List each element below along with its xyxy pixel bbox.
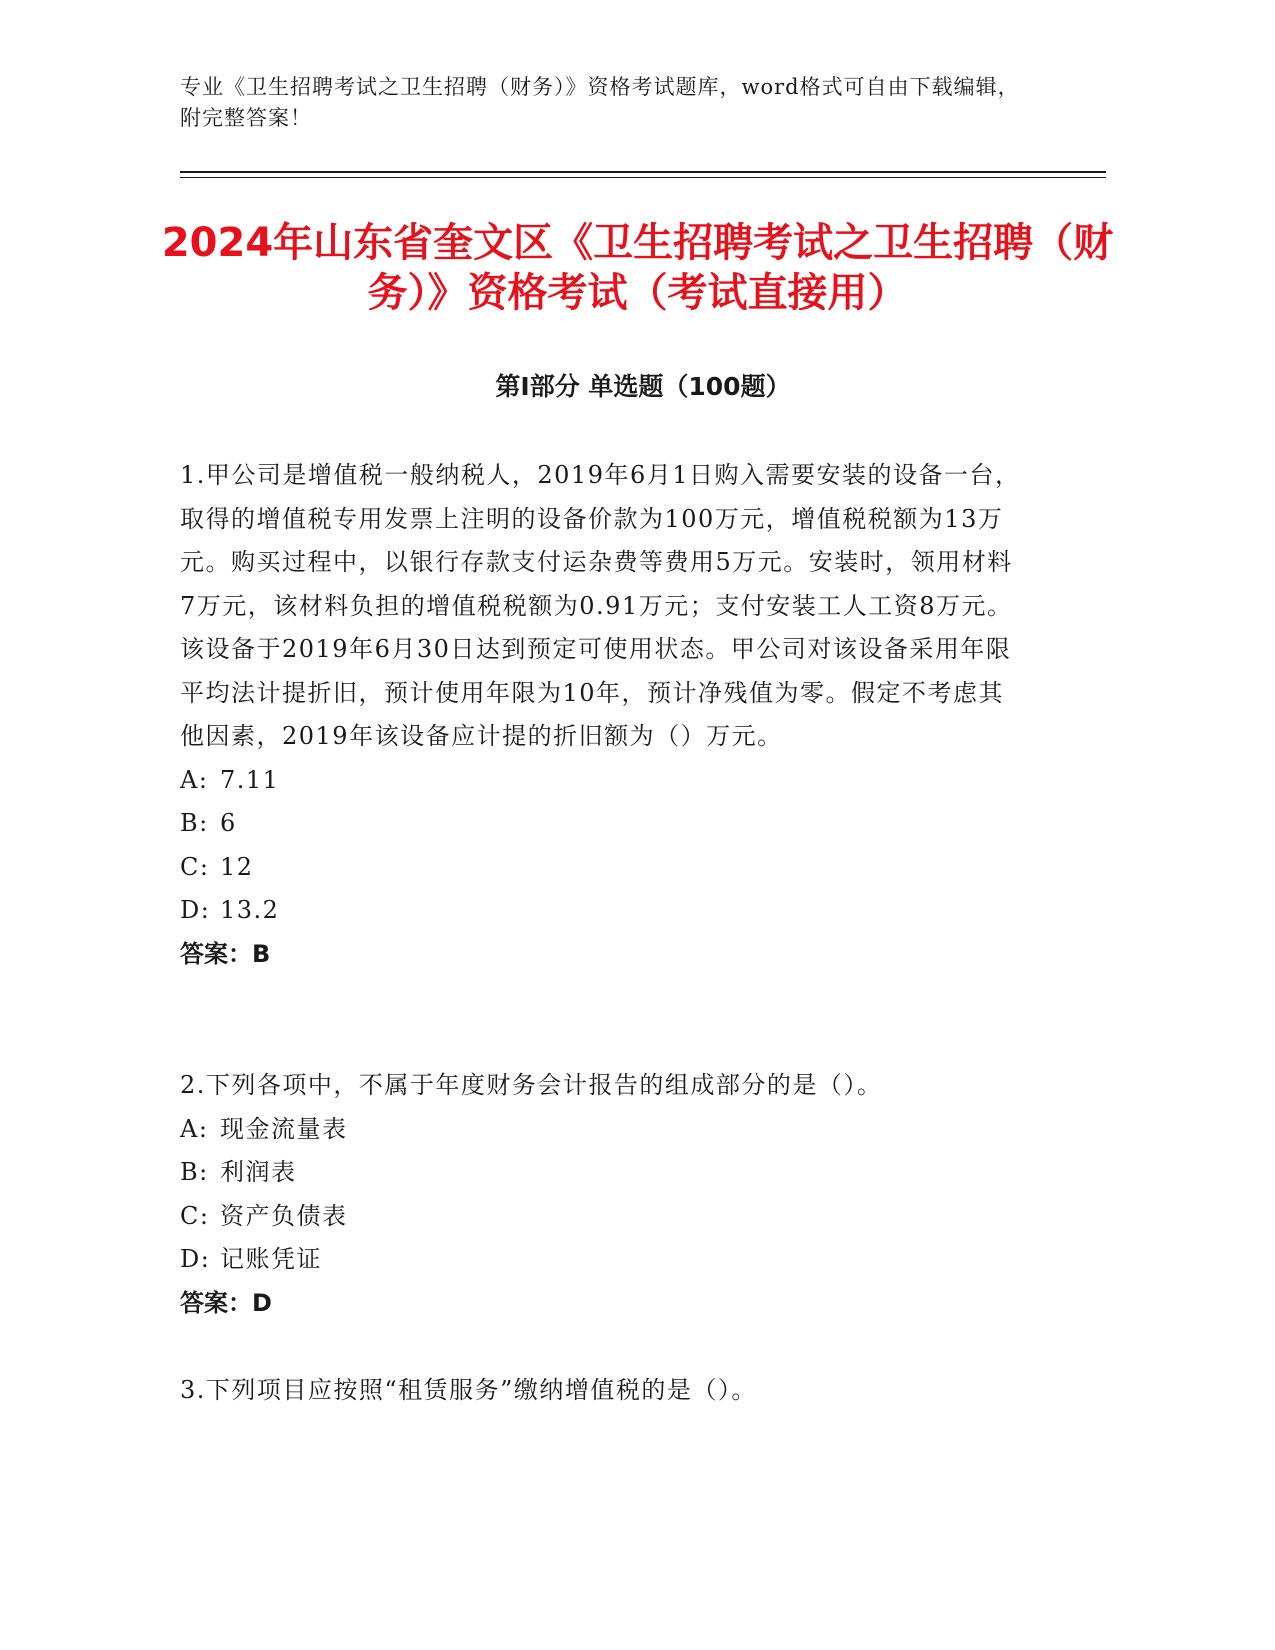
option-text: 6	[220, 809, 237, 837]
question-stem: 2.下列各项中，不属于年度财务会计报告的组成部分的是（）。	[180, 1071, 883, 1099]
option-c	[180, 846, 1025, 890]
option-text: 7.11	[220, 765, 280, 794]
header-note: 专业《卫生招聘考试之卫生招聘（财务）》资格考试题库，word格式可自由下载编辑，附完整答案！	[180, 75, 1020, 130]
option-text: 现金流量表	[220, 1114, 348, 1143]
header-rule-thick	[180, 171, 1106, 173]
option-key: B:	[180, 1158, 209, 1186]
answer-line	[180, 1282, 1025, 1326]
answer-value: D	[252, 1288, 272, 1317]
question-stem: 3.下列项目应按照“租赁服务”缴纳增值税的是（）。	[180, 1376, 757, 1404]
option-a	[180, 1108, 1025, 1152]
question-1	[180, 454, 1025, 976]
option-d	[180, 1238, 1025, 1282]
option-text: 13.2	[220, 896, 280, 924]
answer-prefix: 答案：	[180, 939, 252, 968]
header-rule-thin	[180, 177, 1106, 178]
answer-line	[180, 933, 1025, 977]
option-text: 利润表	[220, 1158, 297, 1186]
option-d	[180, 889, 1025, 933]
option-key: A:	[180, 765, 209, 794]
question-3	[180, 1369, 1025, 1413]
option-key: D:	[180, 1245, 211, 1273]
answer-value: B	[252, 939, 271, 968]
answer-prefix: 答案：	[180, 1288, 252, 1317]
option-key: C:	[180, 1201, 210, 1230]
option-b	[180, 1151, 1025, 1195]
question-2	[180, 1064, 1025, 1325]
option-key: D:	[180, 896, 211, 924]
option-text: 资产负债表	[220, 1201, 348, 1230]
option-key: C:	[180, 852, 210, 881]
option-c	[180, 1195, 1025, 1239]
option-b	[180, 802, 1025, 846]
option-a	[180, 759, 1025, 803]
option-key: A:	[180, 1114, 209, 1143]
option-text: 记账凭证	[220, 1245, 322, 1273]
option-text: 12	[220, 852, 254, 881]
document-title: 2024年山东省奎文区《卫生招聘考试之卫生招聘（财务）》资格考试（考试直接用）	[161, 220, 1114, 316]
section-title: 第Ⅰ部分 单选题（100题）	[495, 372, 791, 401]
question-stem: 1.甲公司是增值税一般纳税人，2019年6月1日购入需要安装的设备一台，取得的增值税专用发票上注明的设备价款为100万元，增值税税额为13万元。购买过程中，以银行存款支付运杂费等费用5万元。安装时，领用材料7万元，该材料负担的增值税税额为0.91万元；支付安装工人工资8万元。该设备于2019年6月30日达到预定可使用状态。甲公司对该设备采用年限平均法计提折旧，预计使用年限为10年，预计净残值为零。假定不考虑其他因素，2019年该设备应计提的折旧额为（）万元。	[180, 461, 1021, 750]
option-key: B:	[180, 809, 209, 837]
